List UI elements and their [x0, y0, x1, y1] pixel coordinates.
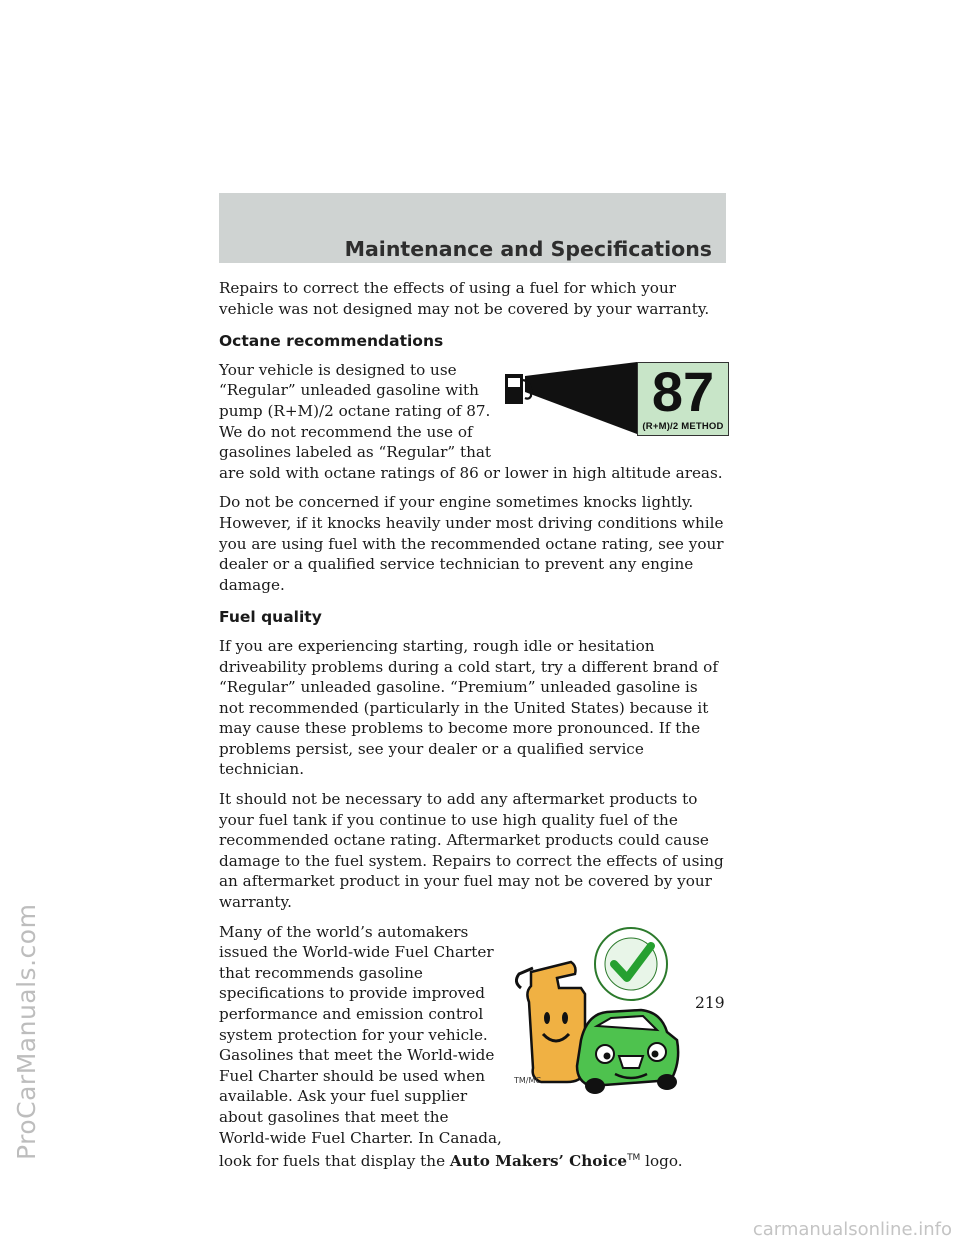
fuel-charter-line: performance and emission control: [219, 1005, 484, 1023]
intro-paragraph: Repairs to correct the effects of using a fuel for which your vehicle was not designed may not be covered by your warranty.: [219, 279, 710, 318]
octane-rating-label: [637, 359, 729, 436]
fuel-charter-line: about gasolines that meet the: [219, 1107, 449, 1126]
octane-line: “Regular” unleaded gasoline with: [219, 381, 479, 400]
fuel-quality-heading: Fuel quality: [219, 608, 322, 627]
fuel-charter-line: Fuel Charter should be used when: [219, 1066, 485, 1085]
page-content: [219, 278, 727, 1181]
fuel-quality-paragraph-2: It should not be necessary to add any aftermarket products to your fuel tank if you continue to use high quality fuel of the recommended octane rating. Aftermarket products could cause damage to the fuel system. Repairs to correct the effects of using an aftermarket product in your fuel may not be covered by your warranty.: [219, 790, 724, 912]
octane-line: We do not recommend the use of: [219, 422, 473, 441]
octane-line: are sold with octane ratings of 86 or lower in high altitude areas.: [219, 463, 723, 482]
fuel-quality-paragraph-1: If you are experiencing starting, rough idle or hesitation driveability problems during a cold start, try a different brand of “Regular” unleaded gasoline. “Premium” unleaded gasoline is not recommended (particularly in the United States) because it may cause these problems to become more pronounced. If the problems persist, see your dealer or a qualified service technician.: [219, 636, 718, 779]
auto-makers-choice-illustration: [511, 922, 683, 1122]
octane-line: Your vehicle is designed to use: [219, 360, 457, 379]
octane-paragraph-2: Do not be concerned if your engine sometimes knocks lightly. However, if it knocks heavily under most driving conditions while you are using fuel with the recommended octane rating, see your dealer or a qualified service technician to prevent any engine damage.: [219, 493, 724, 594]
footer-url: carmanualsonline.info: [752, 1219, 952, 1240]
fuel-charter-line: specifications to provide improved: [219, 984, 485, 1003]
fuel-charter-tail: [219, 1152, 683, 1170]
fuel-charter-line: system protection for your vehicle.: [219, 1025, 488, 1044]
fuel-charter-tail-pre: look for fuels that display the: [219, 1152, 450, 1171]
fuel-charter-tail-post: logo.: [640, 1152, 683, 1171]
fuel-charter-line: that recommends gasoline: [219, 963, 423, 982]
octane-number: 87: [651, 359, 715, 423]
fuel-charter-line: Gasolines that meet the World-wide: [219, 1046, 495, 1065]
logo-small-text: TM/MC: [514, 1076, 541, 1086]
page-number: 219: [695, 994, 725, 1012]
fuel-charter-line: Many of the world’s automakers: [219, 922, 469, 941]
watermark-text: ProCarManuals.com: [12, 903, 41, 1160]
auto-makers-choice-logo: [511, 922, 683, 1122]
section-header: [219, 193, 726, 263]
octane-line: gasolines labeled as “Regular” that: [219, 443, 492, 462]
octane-method: (R+M)/2 METHOD: [642, 420, 724, 432]
fuel-charter-line: World-wide Fuel Charter. In Canada,: [219, 1128, 502, 1147]
octane-pump-label-figure: [505, 359, 727, 434]
fuel-pump-icon: [505, 362, 645, 434]
trademark-mark: TM: [627, 1153, 641, 1164]
section-title: Maintenance and Specifications: [344, 237, 712, 261]
fuel-charter-line: available. Ask your fuel supplier: [219, 1087, 468, 1106]
octane-heading: Octane recommendations: [219, 332, 444, 351]
auto-makers-choice-name: Auto Makers’ Choice: [449, 1152, 628, 1171]
fuel-charter-line: issued the World-wide Fuel Charter: [219, 943, 494, 962]
octane-line: pump (R+M)/2 octane rating of 87.: [219, 401, 491, 420]
